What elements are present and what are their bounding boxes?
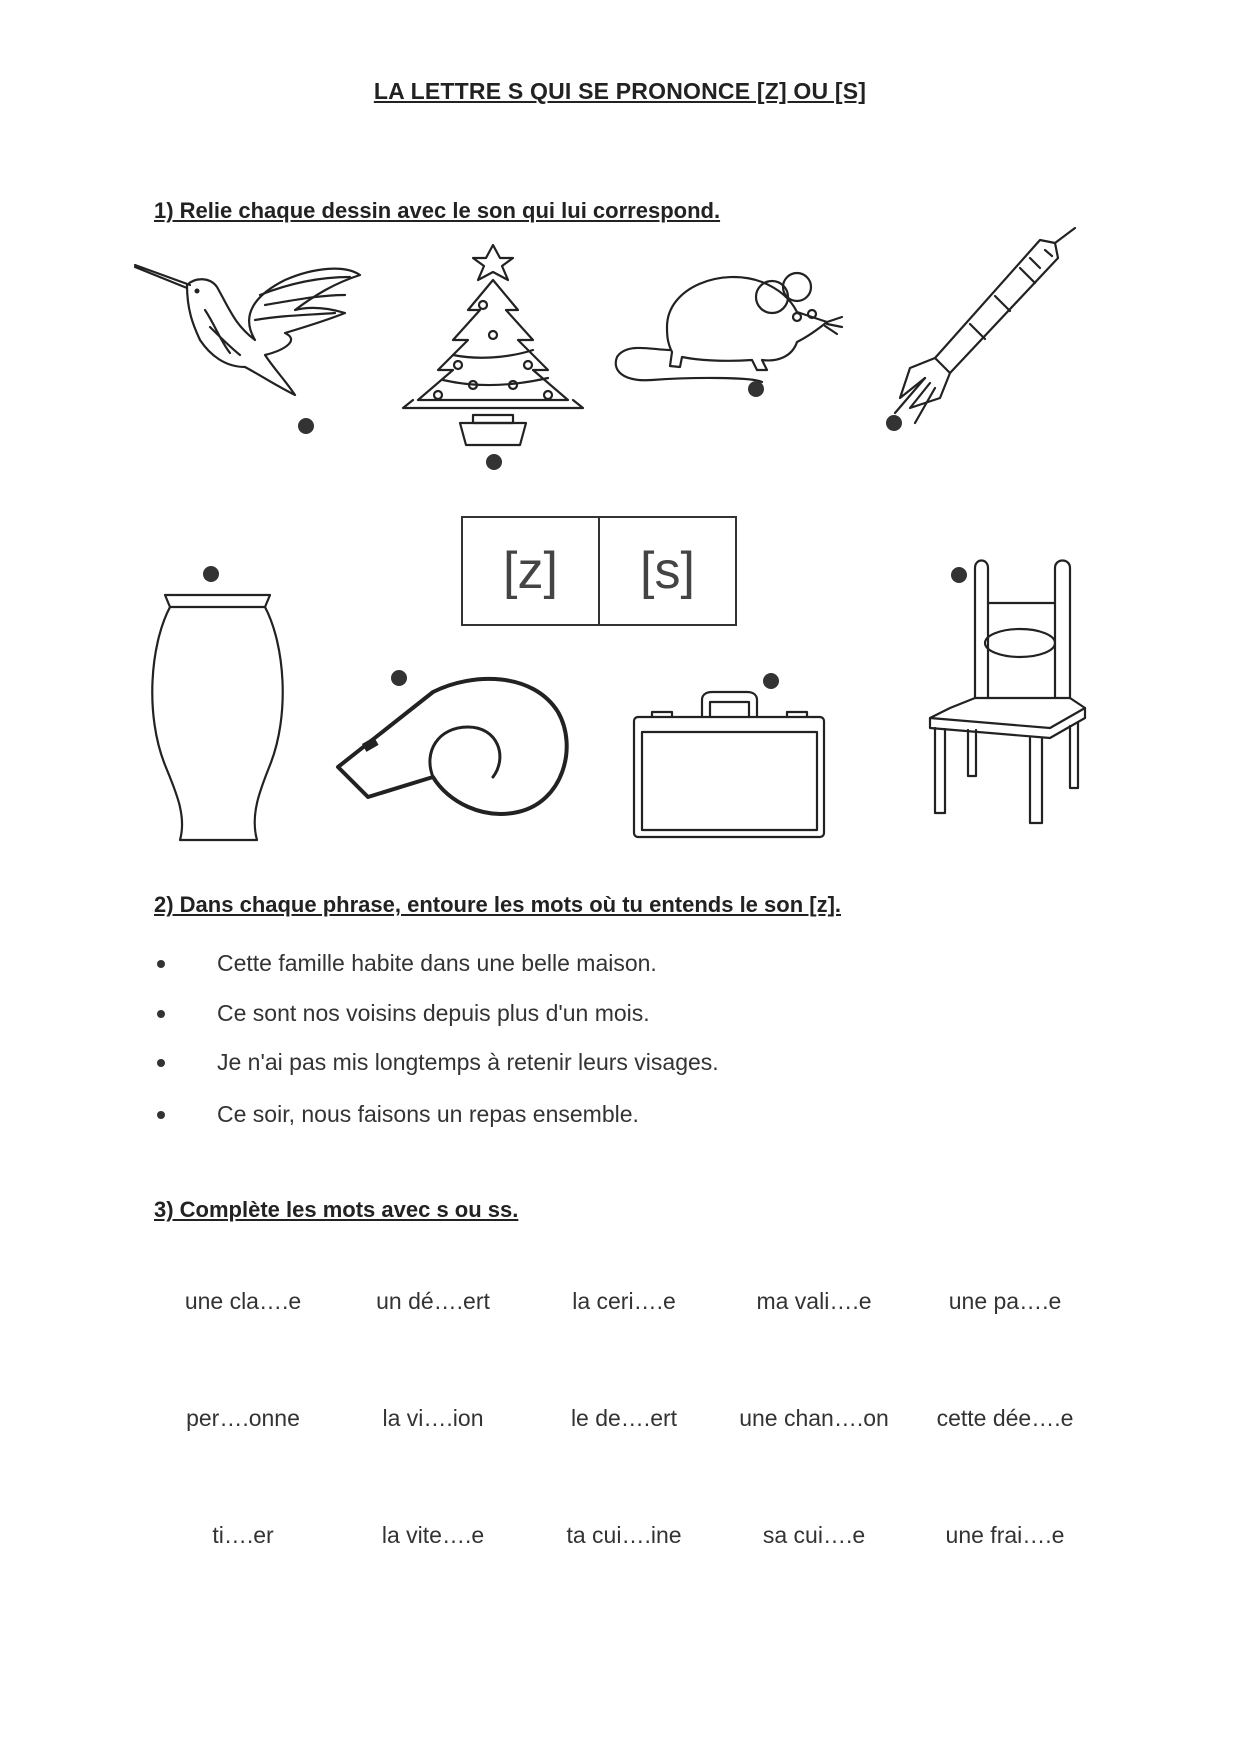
whistle-icon bbox=[333, 672, 573, 832]
sentence-text: Cette famille habite dans une belle maison. bbox=[217, 950, 657, 976]
bullet-icon bbox=[157, 1111, 165, 1119]
list-item bbox=[150, 950, 657, 977]
sound-s-cell: [s] bbox=[598, 518, 735, 624]
fill-word: un dé….ert bbox=[376, 1288, 490, 1314]
sentence-text: Je n'ai pas mis longtemps à retenir leurs visages. bbox=[217, 1049, 719, 1075]
fill-word: la vi….ion bbox=[382, 1405, 484, 1431]
mouse-icon bbox=[612, 262, 842, 402]
fill-word: une pa….e bbox=[948, 1288, 1062, 1314]
match-dot[interactable] bbox=[763, 673, 779, 689]
hummingbird-icon bbox=[135, 255, 365, 415]
bullet-icon bbox=[157, 960, 165, 968]
fill-word: une chan….on bbox=[739, 1405, 889, 1431]
rocket-icon bbox=[880, 228, 1080, 428]
fill-word: la ceri….e bbox=[572, 1288, 676, 1314]
sentence-text: Ce soir, nous faisons un repas ensemble. bbox=[217, 1101, 639, 1127]
match-dot[interactable] bbox=[748, 381, 764, 397]
fill-word: per….onne bbox=[186, 1405, 300, 1431]
sound-z-cell: [z] bbox=[503, 542, 558, 600]
match-dot[interactable] bbox=[298, 418, 314, 434]
match-dot[interactable] bbox=[486, 454, 502, 470]
sentence-text: Ce sont nos voisins depuis plus d'un mois. bbox=[217, 1000, 650, 1026]
fill-word: une frai….e bbox=[945, 1522, 1065, 1548]
page-title: LA LETTRE S QUI SE PRONONCE [Z] OU [S] bbox=[373, 78, 867, 104]
sound-table bbox=[461, 516, 737, 626]
fill-word: ma vali….e bbox=[756, 1288, 872, 1314]
bullet-icon bbox=[157, 1059, 165, 1067]
bullet-icon bbox=[157, 1010, 165, 1018]
fill-word: une cla….e bbox=[184, 1288, 302, 1314]
chair-icon bbox=[920, 558, 1090, 833]
match-dot[interactable] bbox=[203, 566, 219, 582]
vase-icon bbox=[145, 595, 290, 850]
exercise-2-heading: 2) Dans chaque phrase, entoure les mots où tu entends le son [z]. bbox=[154, 892, 842, 917]
exercise-1-heading: 1) Relie chaque dessin avec le son qui lui correspond. bbox=[154, 198, 721, 223]
match-dot[interactable] bbox=[886, 415, 902, 431]
fill-word: ti….er bbox=[212, 1522, 274, 1548]
list-item bbox=[150, 1049, 719, 1076]
fill-word: cette dée….e bbox=[936, 1405, 1074, 1431]
christmas-tree-icon bbox=[398, 240, 588, 450]
fill-word: ta cui….ine bbox=[566, 1522, 682, 1548]
list-item bbox=[150, 1000, 650, 1027]
list-item bbox=[150, 1101, 639, 1128]
fill-word: le de….ert bbox=[570, 1405, 678, 1431]
suitcase-icon bbox=[632, 692, 832, 842]
fill-word: sa cui….e bbox=[762, 1522, 866, 1548]
exercise-3-heading: 3) Complète les mots avec s ou ss. bbox=[154, 1197, 519, 1222]
fill-word: la vite….e bbox=[381, 1522, 485, 1548]
